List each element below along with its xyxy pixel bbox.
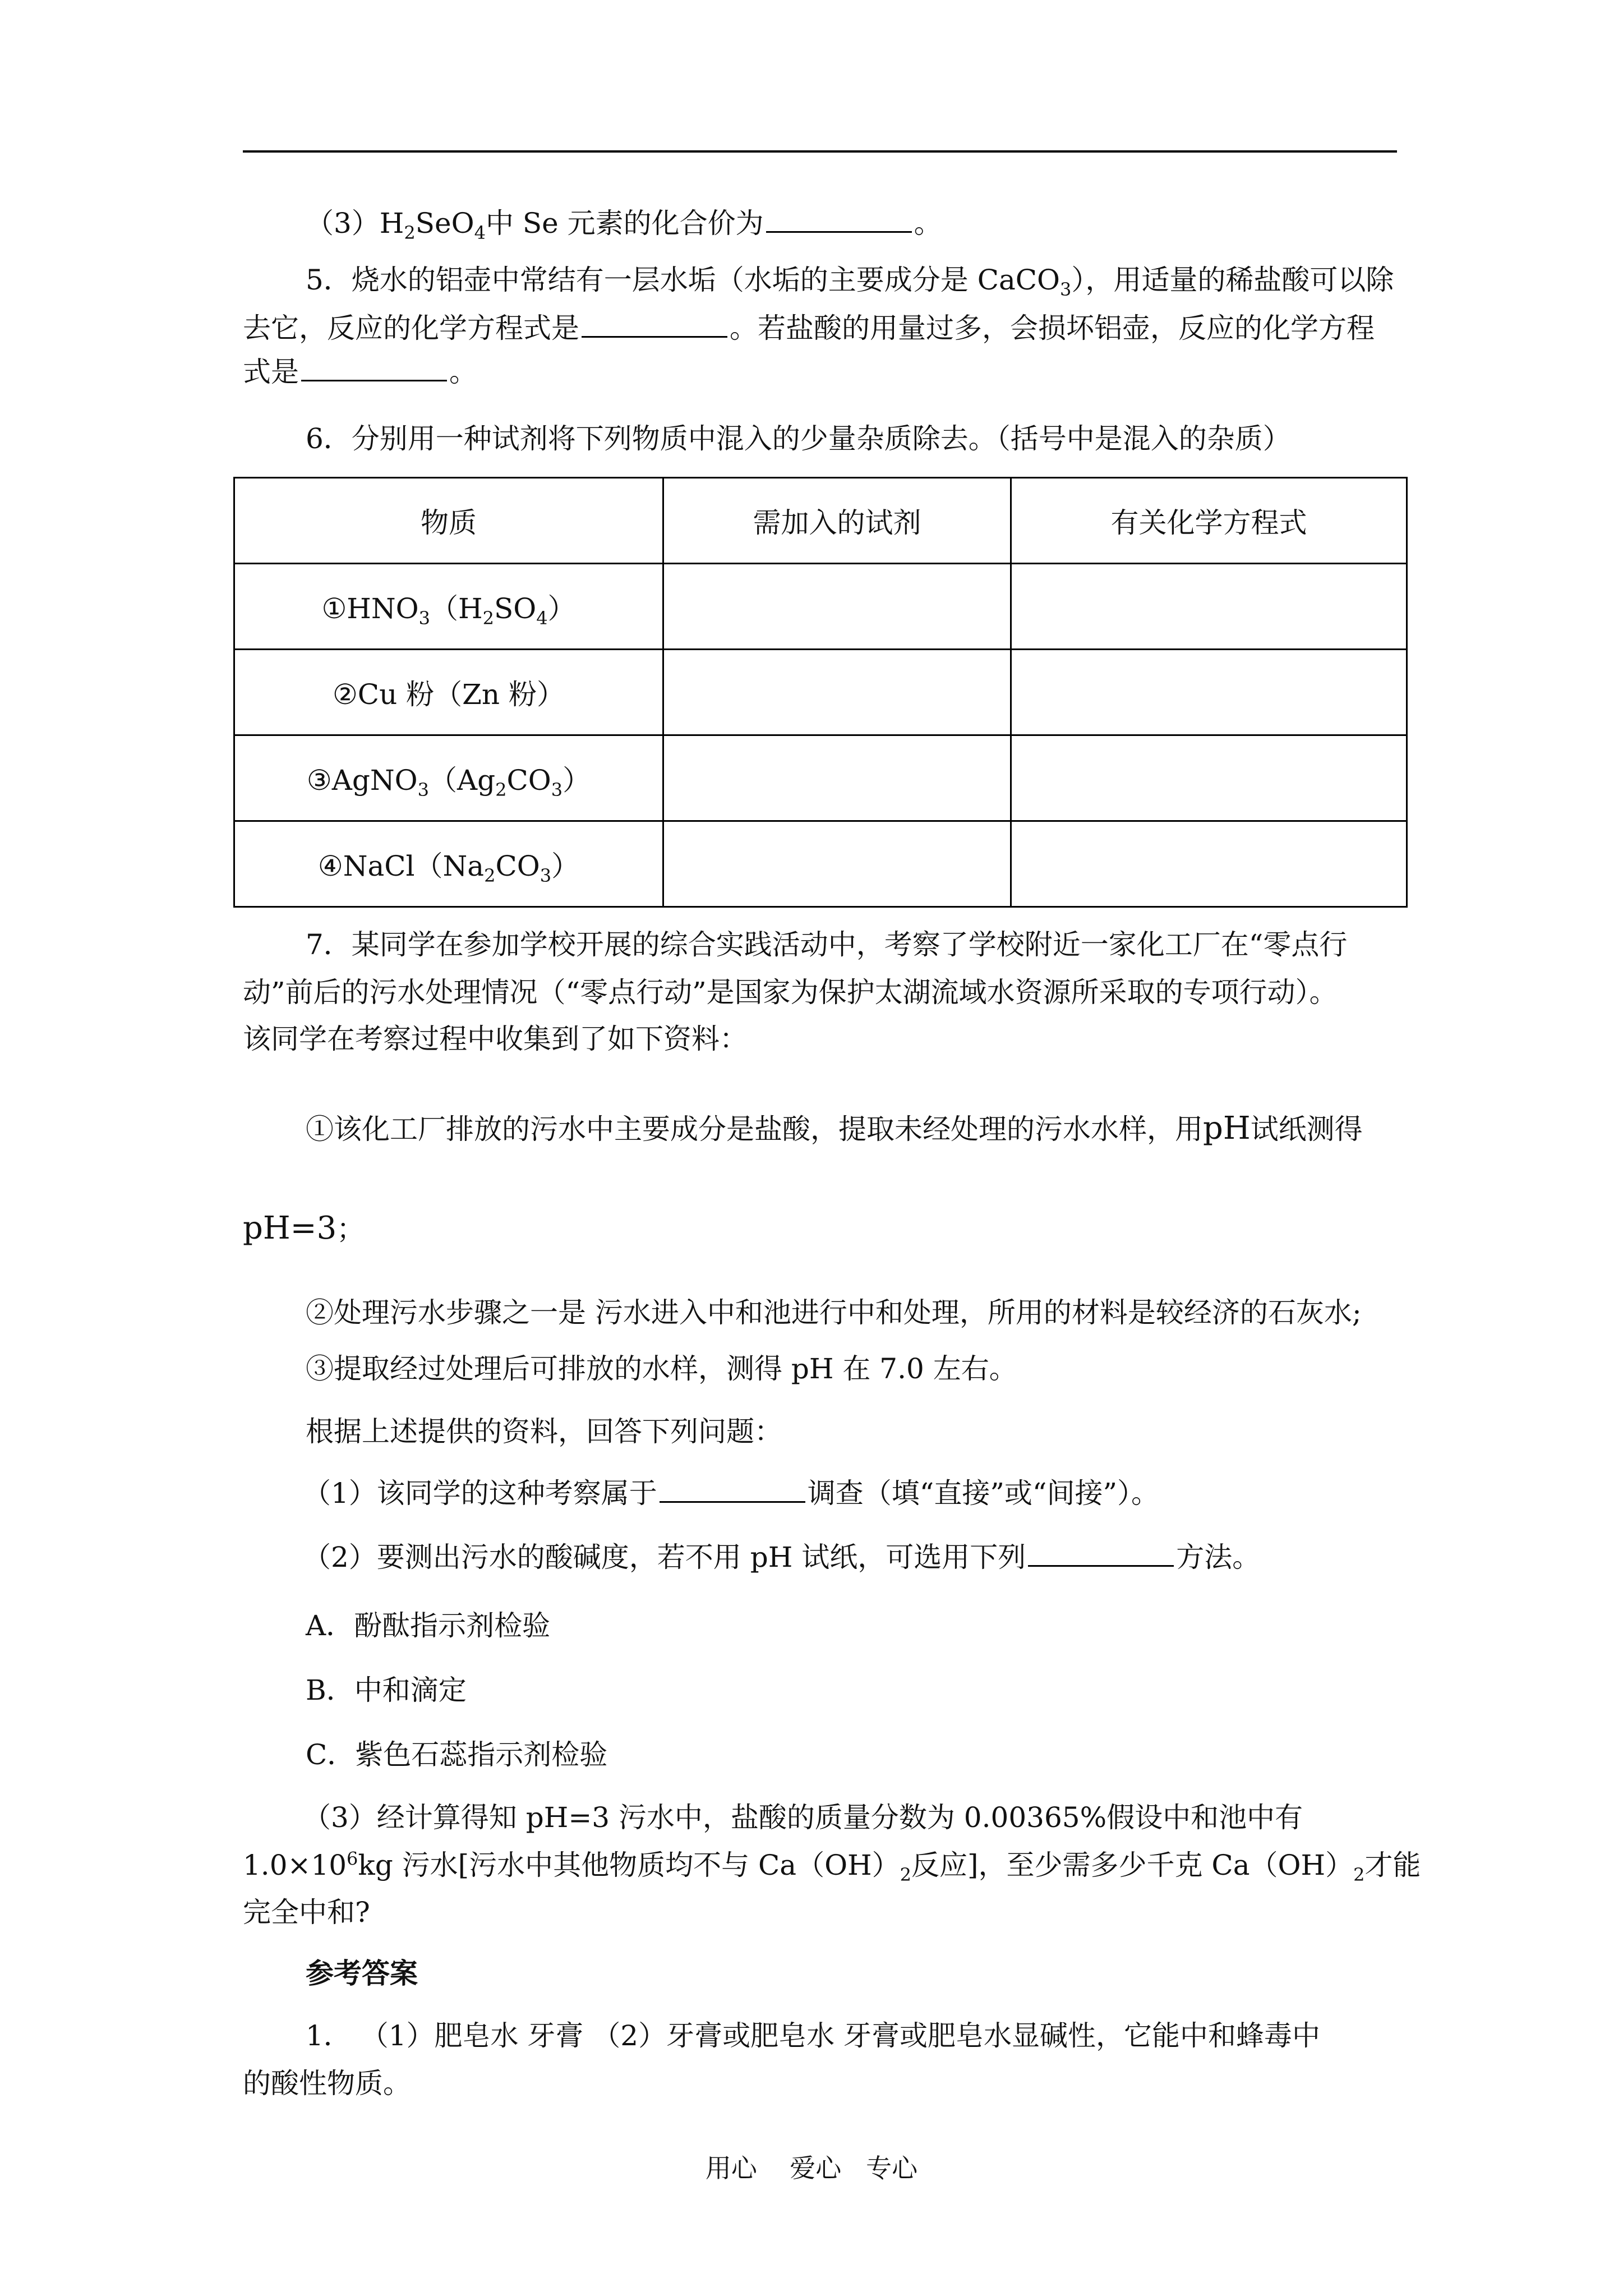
table-header-row [234,478,1407,564]
reagent-cell[interactable] [663,821,1011,907]
table-row [234,650,1407,735]
substance-cell: $①HNO_3(H_2SO_4)$ [234,564,663,650]
header-rule [243,150,1397,153]
purification-table [233,477,1408,908]
material-item-2: ②处理污水步骤之一是 污水进入中和池进行中和处理，所用的材料是较经济的石灰水; [306,1296,1362,1329]
reagent-cell[interactable] [663,650,1011,735]
material-item-1-cont: pH=3； [243,1210,365,1246]
option-b: B．中和滴定 [306,1674,467,1706]
answer-blank [766,203,912,233]
equation-cell[interactable] [1011,821,1407,907]
answer-blank [1028,1537,1174,1567]
question-3: $(3)H_2SeO_4$中 Se 元素的化合价为 。 [243,200,1397,247]
option-c: C．紫色石蕊指示剂检验 [306,1738,608,1771]
table-row [234,821,1407,907]
equation-cell[interactable] [1011,564,1407,650]
question-7-line-1: 7．某同学在参加学校开展的综合实践活动中，考察了学校附近一家化工厂在“零点行 [306,928,1348,961]
substance-cell: $③AgNO_3(Ag_2CO_3)$ [234,735,663,821]
instruction: 根据上述提供的资料，回答下列问题： [306,1415,782,1448]
question-6: 6．分别用一种试剂将下列物质中混入的少量杂质除去。（括号中是混入的杂质） [306,422,1291,455]
header-reagent: 需加入的试剂 [663,478,1011,564]
question-7-line-2: 动”前后的污水处理情况（“零点行动”是国家为保护太湖流域水资源所采取的专项行动）。 [243,976,1338,1009]
material-item-1: ①该化工厂排放的污水中主要成分是盐酸，提取未经处理的污水水样，用pH试纸测得 [306,1110,1363,1147]
header-substance: 物质 [234,478,663,564]
answer-blank [301,352,447,381]
sub-question-3-line-1: （3）经计算得知 pH=3 污水中，盐酸的质量分数为 0.00365%假设中和池中有 [303,1801,1303,1834]
sub-question-3-line-3: 完全中和? [243,1896,370,1929]
equation-cell[interactable] [1011,735,1407,821]
sub-question-2: （2）要测出污水的酸碱度，若不用 pH 试纸，可选用下列 方法。 [303,1534,1457,1581]
sub-question-3-line-2: $1.0\times 10^6kg$ 污水[污水中其他物质均不与 $Ca(OH)_2$反应]，至少需多少千克 $Ca(OH)_2$才能 [243,1848,1421,1885]
page-footer: 用心 爱心 专心 [705,2153,918,2183]
question-7-line-3: 该同学在考察过程中收集到了如下资料： [243,1023,748,1055]
answer-1-line-2: 的酸性物质。 [243,2067,411,2100]
header-equation: 有关化学方程式 [1011,478,1407,564]
reagent-cell[interactable] [663,735,1011,821]
table-row [234,735,1407,821]
question-5-line-1: 5．烧水的铝壶中常结有一层水垢（水垢的主要成分是 CaCO$_3$），用适量的稀盐酸可以除 [306,264,1394,300]
answers-heading: 参考答案 [306,1957,418,1990]
substance-cell: ②Cu 粉（Zn 粉） [234,650,663,735]
material-item-3: ③提取经过处理后可排放的水样，测得 pH 在 7.0 左右。 [306,1352,1017,1385]
answer-1-line-1: 1． （1）肥皂水 牙膏 （2）牙膏或肥皂水 牙膏或肥皂水显碱性，它能中和蜂毒中 [306,2019,1321,2052]
question-5-line-2: 去它，反应的化学方程式是 。若盐酸的用量过多，会损坏铝壶，反应的化学方程 [243,305,1397,352]
option-a: A．酚酞指示剂检验 [306,1609,551,1642]
question-5-line-3: 式是 。 [243,348,1397,395]
table-row [234,564,1407,650]
equation-cell[interactable] [1011,650,1407,735]
answer-blank [660,1473,805,1503]
sub-question-1: （1）该同学的这种考察属于 调查（填“直接”或“间接”）。 [303,1470,1457,1517]
answer-blank [582,308,727,338]
reagent-cell[interactable] [663,564,1011,650]
substance-cell: $④NaCl(Na_2CO_3)$ [234,821,663,907]
